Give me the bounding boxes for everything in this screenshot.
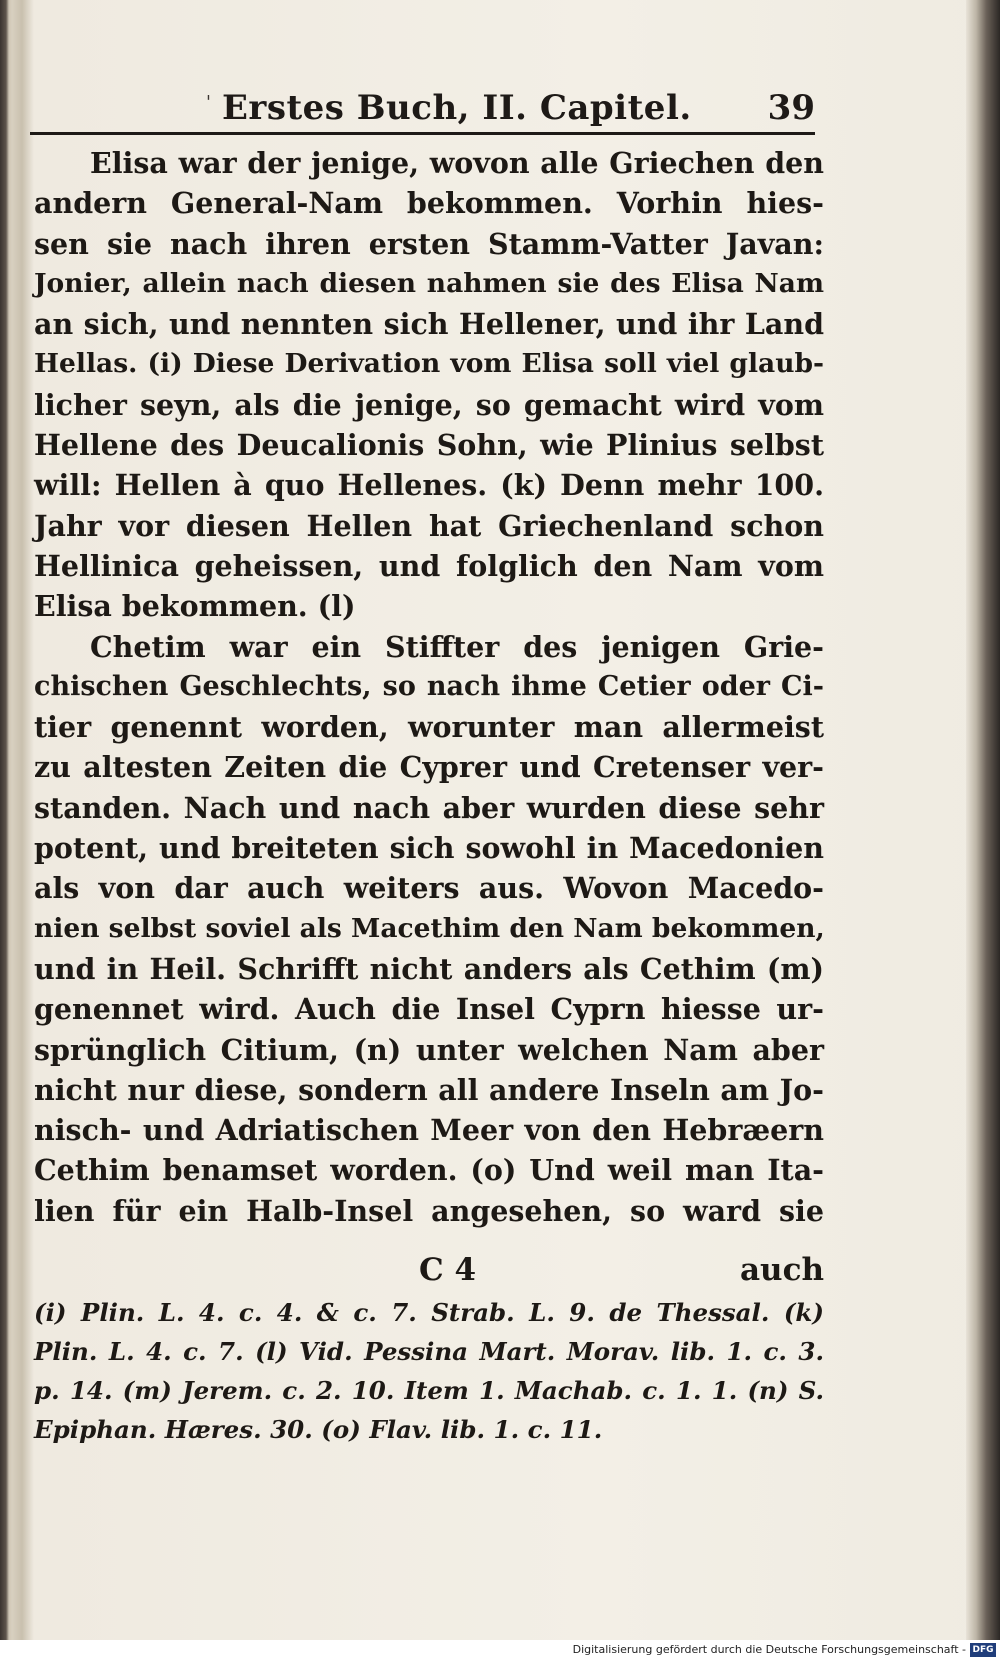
text-line: andern General-Nam bekommen. Vorhin hies- xyxy=(34,186,824,221)
text-line: licher seyn, als die jenige, so gemacht wird vom xyxy=(34,387,824,422)
page-number: 39 xyxy=(767,88,815,128)
digitization-footer xyxy=(0,1640,1000,1662)
book-edge xyxy=(966,0,1000,1640)
text-line: Cethim benamset worden. (o) Und weil man Ita- xyxy=(34,1153,824,1188)
dfg-logo: DFG xyxy=(970,1643,996,1657)
text-line: als von dar auch weiters aus. Wovon Macedo- xyxy=(34,871,824,906)
text-line: Jonier, allein nach diesen nahmen sie des Elisa Nam xyxy=(34,267,824,299)
catchword: auch xyxy=(739,1252,824,1288)
text-line: zu altesten Zeiten die Cyprer und Cretenser ver- xyxy=(34,750,824,785)
footnote-line: p. 14. (m) Jerem. c. 2. 10. Item 1. Machab. c. 1. 1. (n) S. xyxy=(34,1376,824,1405)
text-line: tier genennt worden, worunter man allermeist xyxy=(34,710,824,745)
text-line: potent, und breiteten sich sowohl in Macedonien xyxy=(34,831,824,866)
funding-credit: Digitalisierung gefördert durch die Deutsche Forschungsgemeinschaft - xyxy=(572,1643,966,1656)
text-line: und in Heil. Schrifft nicht anders als Cethim (m) xyxy=(34,951,824,986)
text-line: chischen Geschlechts, so nach ihme Cetier oder Ci- xyxy=(34,670,824,702)
footnote-line: Epiphan. Hæres. 30. (o) Flav. lib. 1. c. 11. xyxy=(34,1415,603,1444)
text-line: genennet wird. Auch die Insel Cyprn hiesse ur- xyxy=(34,992,824,1027)
text-line: Hellas. (i) Diese Derivation vom Elisa soll viel glaub- xyxy=(34,348,824,380)
running-header xyxy=(30,88,815,134)
text-line: Jahr vor diesen Hellen hat Griechenland schon xyxy=(34,508,824,543)
signature-mark: C 4 xyxy=(419,1252,477,1288)
text-line: nisch- und Adriatischen Meer von den Hebræern xyxy=(34,1113,824,1148)
text-line: standen. Nach und nach aber wurden diese sehr xyxy=(34,790,824,825)
text-line: Hellene des Deucalionis Sohn, wie Plinius selbst xyxy=(34,428,824,463)
footnotes xyxy=(34,1293,824,1449)
text-line: Elisa bekommen. (l) xyxy=(34,589,356,624)
running-title: Erstes Buch, II. Capitel. xyxy=(222,88,692,128)
text-line: nicht nur diese, sondern all andere Inseln am Jo- xyxy=(34,1072,824,1107)
text-line: will: Hellen à quo Hellenes. (k) Denn mehr 100. xyxy=(34,468,824,503)
text-line: Hellinica geheissen, und folglich den Nam vom xyxy=(34,548,824,583)
header-rule xyxy=(30,132,815,135)
text-line: an sich, und nennten sich Hellener, und ihr Land xyxy=(34,307,824,342)
header-mark: ' xyxy=(206,92,211,113)
footnote-line: Plin. L. 4. c. 7. (l) Vid. Pessina Mart. Morav. lib. 1. c. 3. xyxy=(34,1337,824,1366)
catch-line xyxy=(34,1252,824,1294)
text-line: nien selbst soviel als Macethim den Nam bekommen, xyxy=(34,912,825,944)
text-line: sen sie nach ihren ersten Stamm-Vatter Javan: xyxy=(34,226,824,261)
text-line: sprünglich Citium, (n) unter welchen Nam aber xyxy=(34,1032,824,1067)
text-line: lien für ein Halb-Insel angesehen, so ward sie xyxy=(34,1193,824,1228)
main-text xyxy=(34,143,824,1231)
text-line: Chetim war ein Stiffter des jenigen Grie- xyxy=(90,629,824,664)
text-line: Elisa war der jenige, wovon alle Griechen den xyxy=(90,146,824,180)
footnote-line: (i) Plin. L. 4. c. 4. & c. 7. Strab. L. 9. de Thessal. (k) xyxy=(34,1298,824,1327)
